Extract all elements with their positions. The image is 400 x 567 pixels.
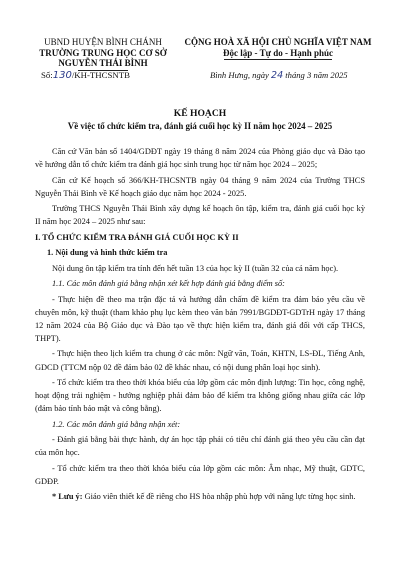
issue-date [210,70,348,81]
date-day-handwritten: 24 [271,70,284,81]
document-subtitle: Về việc tổ chức kiểm tra, đánh giá cuối học kỳ II năm học 2024 – 2025 [67,121,333,131]
paragraph-common-schedule: - Thực hiện theo lịch kiểm tra chung ở các môn: Ngữ văn, Toán, KHTN, LS-ĐL, Tiếng Anh, GDCD (TTCM nộp 02 đề đảm bảo 02 đề khác nhau, có nội dung phân loại học sinh). [35,349,365,372]
document-number [41,70,130,81]
paragraph-basis-1: Căn cứ Văn bản số 1404/GDĐT ngày 19 tháng 8 năm 2024 của Phòng giáo dục và Đào tạo về hướng dẫn tổ chức kiểm tra đánh giá học sinh trung học từ năm học 2024 – 2025; [35,147,365,170]
document-title: KẾ HOẠCH [173,108,227,119]
paragraph-practical: - Đánh giá bằng bài thực hành, dự án học tập phải có tiêu chí đánh giá theo yêu cầu cần đạt của môn học. [35,435,365,458]
subsection-1-2: 1.2. Các môn đánh giá bằng nhận xét: [52,419,181,429]
date-suffix: tháng 3 năm 2025 [285,70,348,80]
section-heading-1: I. TỔ CHỨC KIỂM TRA ĐÁNH GIÁ CUỐI HỌC KỲ II [35,232,239,242]
subsection-1-1: 1.1. Các môn đánh giá bằng nhận xét kết hợp đánh giá bằng điểm số: [52,279,285,289]
school-name-line2: NGUYỄN THÁI BÌNH [58,58,148,68]
national-motto: Độc lập - Tự do - Hạnh phúc [222,47,333,58]
school-name-line1: TRƯỜNG TRUNG HỌC CƠ SỞ [39,47,167,58]
note-text: Giáo viên thiết kế đề riêng cho HS hòa nhập phù hợp với năng lực từng học sinh. [82,492,356,502]
district-name: UBND HUYỆN BÌNH CHÁNH [44,37,162,47]
header-right-underline [224,59,332,60]
paragraph-basis-2: Căn cứ Kế hoạch số 366/KH-THCSNTB ngày 04 tháng 9 năm 2024 của Trường THCS Nguyễn Thái Bình về Kế hoạch giáo dục năm học 2024 - 2025. [35,175,365,198]
subsection-heading-1: 1. Nội dung và hình thức kiểm tra [47,248,168,258]
document-body [35,145,365,506]
header-right [178,37,378,60]
paragraph-matrix: - Thực hiện đề theo ma trận đặc tả và hướng dẫn chấm đề kiểm tra đảm bảo yêu cầu về chuyên môn, kỹ thuật (tham khảo phụ lục kèm theo văn bản 7991/BGDĐT-GDTrH ngày 17 tháng 12 năm 2024 của Bộ Giáo dục và Đào tạo về thực hiện kiểm tra, đánh giá đối với cấp THCS, THPT). [35,294,365,343]
paragraph-intro: Trường THCS Nguyễn Thái Bình xây dựng kế hoạch ôn tập, kiểm tra, đánh giá cuối học kỳ II năm học 2024 – 2025 như sau: [35,204,365,227]
country-name: CỘNG HOÀ XÃ HỘI CHỦ NGHĨA VIỆT NAM [184,37,372,47]
paragraph-note [35,490,365,503]
doc-number-handwritten: 130 [52,70,72,81]
paragraph-content-scope: Nội dung ôn tập kiểm tra tính đến hết tuần 13 của học kỳ II (tuần 32 của cả năm học). [52,263,339,273]
note-label: * Lưu ý: [52,492,83,502]
paragraph-comment-subjects: - Tổ chức kiểm tra theo thời khóa biểu của lớp gồm các môn: Âm nhạc, Mỹ thuật, GDTC, GDĐP. [35,463,365,486]
header-left [28,37,178,71]
paragraph-class-schedule: - Tổ chức kiểm tra theo thời khóa biểu của lớp gồm các môn định lượng: Tin học, công nghệ, hoạt động trải nghiệm - hướng nghiệp phải đảm bảo để kiểm tra không giống nhau giữa các lớp (đảm bảo tính bảo mật và công bằng). [35,378,365,414]
doc-number-suffix: /KH-THCSNTB [71,70,131,80]
doc-number-prefix: Số: [41,70,53,80]
date-prefix: Bình Hưng, ngày [210,70,269,80]
